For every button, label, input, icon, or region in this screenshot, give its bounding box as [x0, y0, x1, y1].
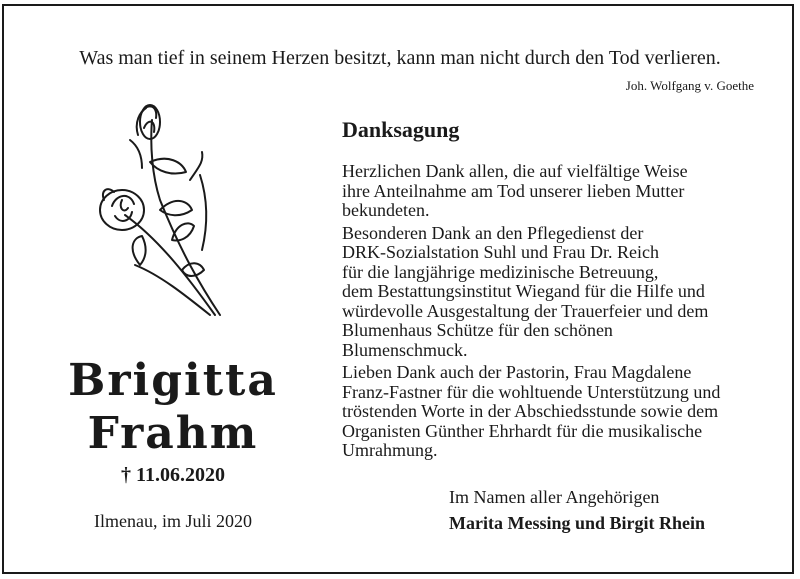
text-line: Blumenhaus Schütze für den schönen	[342, 320, 613, 340]
place-date: Ilmenau, im Juli 2020	[94, 511, 252, 531]
paragraph	[342, 224, 762, 361]
text-line: Franz-Fastner für die wohltuende Unterstützung und	[342, 381, 721, 402]
deceased-last-name: Frahm	[87, 408, 259, 459]
heading-danksagung: Danksagung	[342, 117, 460, 142]
text-line: ihre Anteilnahme am Tod unserer lieben Mutter	[342, 180, 685, 201]
quote-text: Was man tief in seinem Herzen besitzt, kann man nicht durch den Tod verlieren.	[79, 47, 721, 69]
text-line: für die langjährige medizinische Betreuung,	[342, 261, 659, 282]
thanks-text	[342, 162, 762, 464]
paragraph	[342, 363, 762, 461]
text-line: dem Bestattungsinstitut Wiegand für die Hilfe und	[342, 281, 705, 301]
deceased-first-name: Brigitta	[68, 355, 278, 406]
rose-illustration-icon	[90, 100, 240, 325]
quote-author: Joh. Wolfgang v. Goethe	[625, 78, 754, 93]
text-line: Blumenschmuck.	[342, 339, 468, 360]
text-line: Organisten Günther Ehrhardt für die musikalische	[342, 420, 703, 441]
text-line: DRK-Sozialstation Suhl und Frau Dr. Reich	[342, 242, 659, 262]
signature-names: Marita Messing und Birgit Rhein	[449, 513, 706, 533]
text-line: Besonderen Dank an den Pflegedienst der	[342, 222, 644, 243]
signature-intro: Im Namen aller Angehörigen	[449, 487, 660, 507]
paragraph	[342, 162, 762, 221]
death-date: † 11.06.2020	[121, 464, 225, 486]
text-line: bekundeten.	[342, 200, 430, 220]
text-line: Lieben Dank auch der Pastorin, Frau Magdalene	[342, 362, 692, 382]
text-line: Umrahmung.	[342, 440, 438, 460]
text-line: Herzlichen Dank allen, die auf vielfältige Weise	[342, 161, 688, 181]
text-line: tröstenden Worte in der Abschiedsstunde sowie dem	[342, 401, 719, 421]
text-line: würdevolle Ausgestaltung der Trauerfeier und dem	[342, 300, 709, 321]
